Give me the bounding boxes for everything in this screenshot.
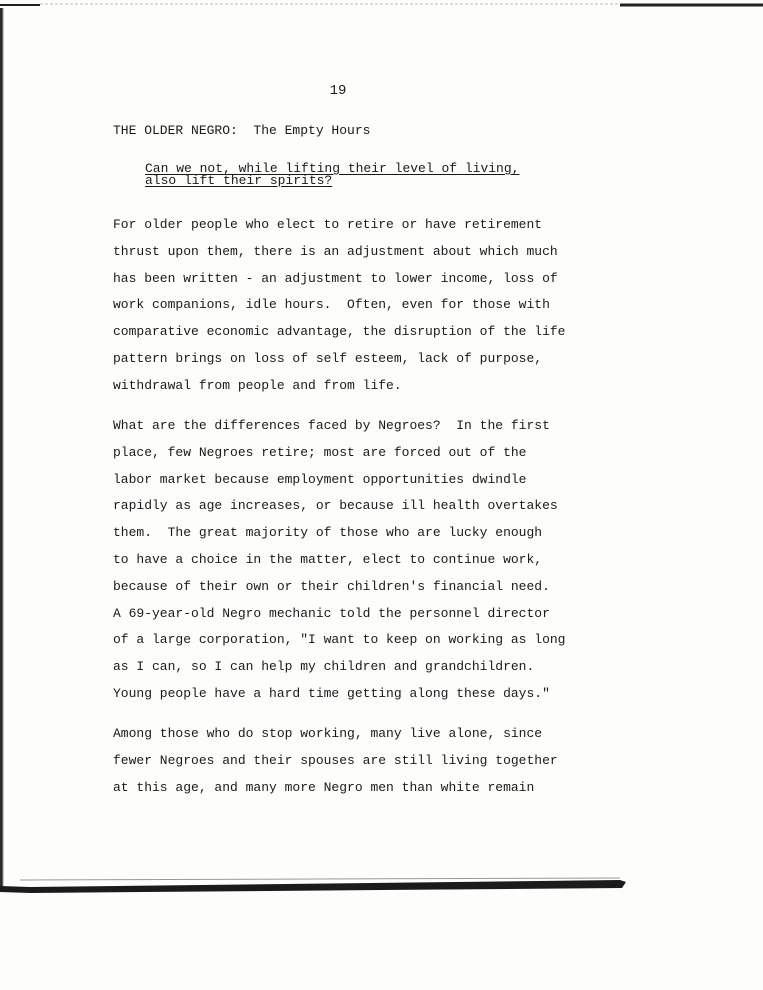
epigraph-line: Can we not, while lifting their level of living, [145, 161, 520, 176]
paragraph-line: What are the differences faced by Negroes? In the first [113, 418, 550, 433]
paragraph-line: place, few Negroes retire; most are forced out of the [113, 444, 527, 460]
paragraph-line: work companions, idle hours. Often, even for those with [113, 297, 550, 313]
paragraph-line: For older people who elect to retire or have retirement [113, 217, 543, 232]
scan-top-edge [0, 2, 763, 8]
paragraph-line: as I can, so I can help my children and grandchildren. [113, 659, 535, 675]
epigraph-line: also lift their spirits? [145, 173, 333, 188]
paragraph-line: rapidly as age increases, or because ill health overtakes [113, 498, 558, 514]
scan-bottom-bar [0, 874, 640, 896]
paragraph-line: because of their own or their children's financial need. [113, 578, 550, 594]
paragraph-line: withdrawal from people and from life. [113, 377, 402, 393]
paragraph-line: fewer Negroes and their spouses are still living together [113, 752, 558, 768]
paragraph [113, 212, 565, 400]
paragraph-line: of a large corporation, "I want to keep on working as long [113, 632, 566, 648]
page-number: 19 [329, 83, 347, 99]
epigraph [145, 163, 519, 187]
paragraph [113, 721, 558, 801]
section-heading: THE OLDER NEGRO: The Empty Hours [113, 123, 371, 138]
paragraph-line: pattern brings on loss of self esteem, lack of purpose, [113, 350, 543, 366]
paragraph-line: Young people have a hard time getting along these days." [113, 685, 550, 701]
paragraph-line: to have a choice in the matter, elect to continue work, [113, 551, 543, 567]
scan-left-edge [0, 8, 4, 888]
paragraph-line: A 69-year-old Negro mechanic told the personnel director [113, 605, 550, 621]
paragraph-line: comparative economic advantage, the disruption of the life [113, 324, 566, 340]
paragraph [113, 413, 565, 708]
paragraph-line: has been written - an adjustment to lower income, loss of [113, 270, 558, 286]
paragraph-line: labor market because employment opportunities dwindle [113, 471, 527, 487]
paragraph-line: Among those who do stop working, many live alone, since [113, 726, 543, 741]
paragraph-line: thrust upon them, there is an adjustment about which much [113, 243, 558, 259]
paragraph-line: them. The great majority of those who are lucky enough [113, 525, 543, 541]
paragraph-line: at this age, and many more Negro men than white remain [113, 779, 535, 795]
